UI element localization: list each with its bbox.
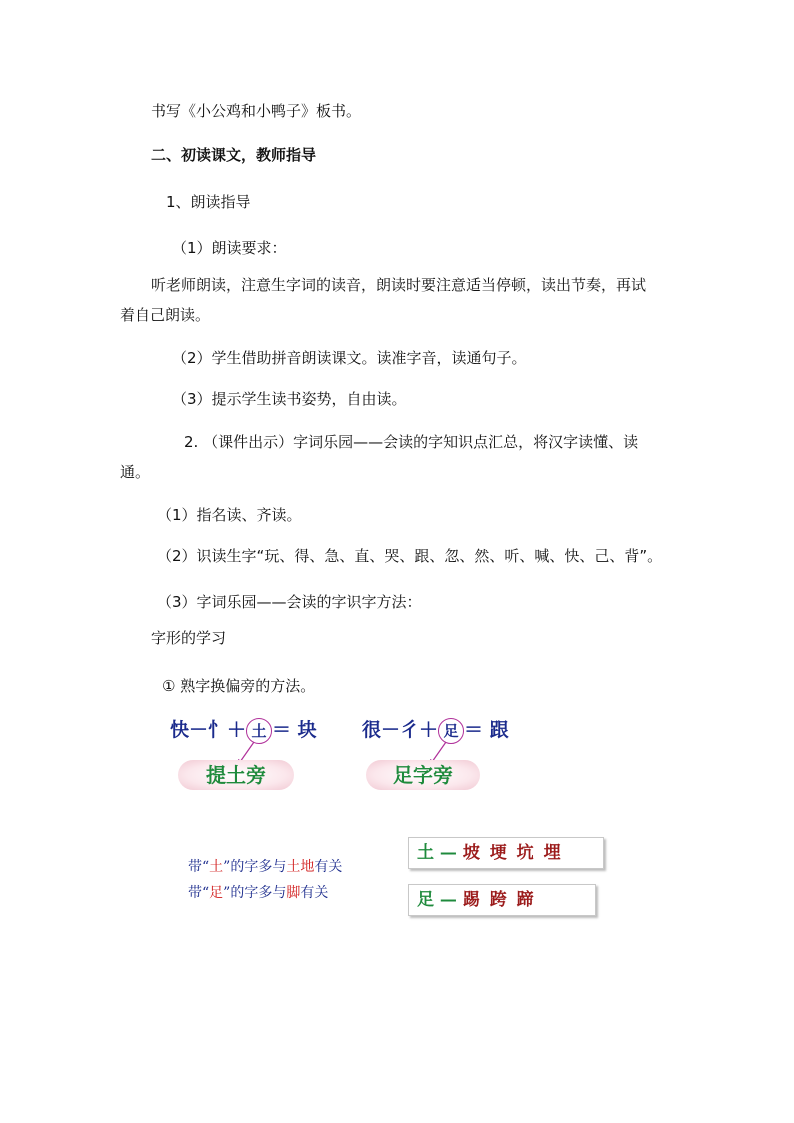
box-radical: 土 (417, 843, 434, 863)
line-courseware: 2. （课件出示）字词乐园——会读的字知识点汇总，将汉字读懂、读 (184, 433, 639, 451)
line-radical-swap-method: ① 熟字换偏旁的方法。 (162, 677, 316, 695)
line-pinyin-reading: （2）学生借助拼音朗读课文。读准字音，读通句子。 (172, 349, 527, 367)
note-text: ”的字多与 (223, 885, 287, 901)
box-characters: 坡 埂 坑 埋 (462, 843, 563, 863)
line-read-aloud: （1）指名读、齐读。 (157, 506, 302, 524)
note-text: 有关 (314, 859, 343, 875)
formula-left: 快－忄＋ (170, 719, 247, 741)
note-foot-radical (188, 882, 328, 902)
example-box-foot (408, 884, 596, 916)
note-keyword: 土地 (286, 859, 315, 875)
section-heading: 二、初读课文，教师指导 (151, 146, 317, 164)
note-radical: 土 (209, 859, 224, 875)
radical-circle: 土 (246, 718, 272, 744)
line-reading-posture: （3）提示学生读书姿势，自由读。 (172, 390, 407, 408)
note-keyword: 脚 (286, 885, 301, 901)
formula-result: ＝ 块 (272, 719, 317, 741)
label-ti-tu-pang: 提土旁 (178, 760, 294, 790)
line-teacher-reading: 听老师朗读，注意生字词的读音，朗读时要注意适当停顿，读出节奏，再试 (151, 276, 647, 294)
note-text: 有关 (300, 885, 329, 901)
subheading-reading-guidance: 1、朗读指导 (166, 193, 251, 211)
line-board-writing: 书写《小公鸡和小鸭子》板书。 (151, 102, 362, 120)
label-zu-zi-pang: 足字旁 (366, 760, 480, 790)
line-new-characters: （2）识读生字“玩、得、急、直、哭、跟、忽、然、听、喊、快、己、背”。 (157, 547, 663, 565)
note-text: ”的字多与 (223, 859, 287, 875)
box-dash: — (439, 843, 457, 863)
box-dash: — (439, 890, 457, 910)
line-courseware-cont: 通。 (120, 463, 151, 481)
note-text: 带“ (188, 885, 210, 901)
line-reading-requirements: （1）朗读要求： (172, 239, 287, 257)
formula-result: ＝ 跟 (464, 719, 509, 741)
line-character-form: 字形的学习 (151, 629, 227, 647)
example-box-earth (408, 837, 604, 869)
line-teacher-reading-cont: 着自己朗读。 (120, 306, 211, 324)
note-text: 带“ (188, 859, 210, 875)
note-earth-radical (188, 856, 342, 876)
formula-left: 很－彳＋ (362, 719, 439, 741)
radical-circle: 足 (438, 718, 464, 744)
box-radical: 足 (417, 890, 434, 910)
note-radical: 足 (209, 885, 224, 901)
line-literacy-method: （3）字词乐园——会读的字识字方法： (157, 593, 422, 611)
box-characters: 踢 跨 蹄 (462, 890, 536, 910)
